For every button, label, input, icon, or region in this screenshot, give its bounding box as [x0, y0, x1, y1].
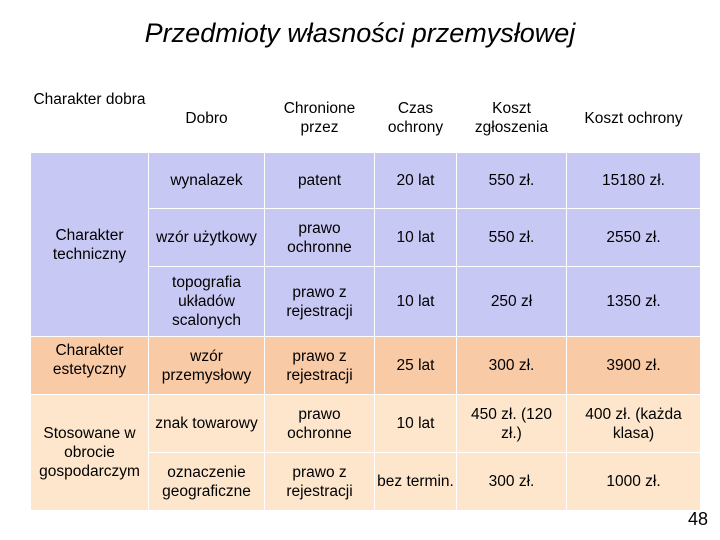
- cell-koszt-zgloszenia: 550 zł.: [457, 209, 567, 267]
- cell-dobro: wzór użytkowy: [149, 209, 265, 267]
- header-chronione-przez: Chronione przez: [265, 84, 375, 153]
- header-koszt-zgloszenia: Koszt zgłoszenia: [457, 84, 567, 153]
- cell-dobro: oznaczenie geograficzne: [149, 453, 265, 511]
- cell-koszt-zgloszenia: 550 zł.: [457, 153, 567, 209]
- cell-koszt-zgloszenia: 250 zł: [457, 267, 567, 337]
- cell-czas: 10 lat: [375, 209, 457, 267]
- cell-czas: 10 lat: [375, 395, 457, 453]
- cell-dobro: wzór przemysłowy: [149, 337, 265, 395]
- cell-dobro: topografia układów scalonych: [149, 267, 265, 337]
- group-aesthetic: Charakter estetyczny: [31, 337, 149, 395]
- cell-czas: 25 lat: [375, 337, 457, 395]
- cell-czas: 20 lat: [375, 153, 457, 209]
- cell-koszt-zgloszenia: 300 zł.: [457, 453, 567, 511]
- cell-koszt-ochrony: 1350 zł.: [567, 267, 701, 337]
- page-number: 48: [687, 509, 708, 529]
- group-technical: Charakter techniczny: [31, 153, 149, 337]
- cell-chronione: patent: [265, 153, 375, 209]
- slide-title: Przedmioty własności przemysłowej: [144, 18, 576, 48]
- cell-koszt-ochrony: 15180 zł.: [567, 153, 701, 209]
- cell-czas: bez termin.: [375, 453, 457, 511]
- header-koszt-ochrony: Koszt ochrony: [567, 84, 701, 153]
- cell-dobro: znak towarowy: [149, 395, 265, 453]
- cell-dobro: wynalazek: [149, 153, 265, 209]
- cell-koszt-ochrony: 1000 zł.: [567, 453, 701, 511]
- header-charakter-dobra: Charakter dobra: [31, 84, 149, 153]
- cell-chronione: prawo z rejestracji: [265, 337, 375, 395]
- table-header-row: [31, 84, 701, 153]
- cell-koszt-ochrony: 3900 zł.: [567, 337, 701, 395]
- header-czas-ochrony: Czas ochrony: [375, 84, 457, 153]
- cell-koszt-ochrony: 2550 zł.: [567, 209, 701, 267]
- cell-chronione: prawo ochronne: [265, 395, 375, 453]
- group-economic: Stosowane w obrocie gospodarczym: [31, 395, 149, 511]
- header-dobro: Dobro: [149, 84, 265, 153]
- cell-koszt-zgloszenia: 300 zł.: [457, 337, 567, 395]
- cell-chronione: prawo ochronne: [265, 209, 375, 267]
- table-row: [31, 395, 701, 453]
- cell-chronione: prawo z rejestracji: [265, 453, 375, 511]
- cell-koszt-ochrony: 400 zł. (każda klasa): [567, 395, 701, 453]
- cell-chronione: prawo z rejestracji: [265, 267, 375, 337]
- property-table: [30, 83, 701, 511]
- table-row: [31, 153, 701, 209]
- cell-koszt-zgloszenia: 450 zł. (120 zł.): [457, 395, 567, 453]
- table-row: [31, 337, 701, 395]
- cell-czas: 10 lat: [375, 267, 457, 337]
